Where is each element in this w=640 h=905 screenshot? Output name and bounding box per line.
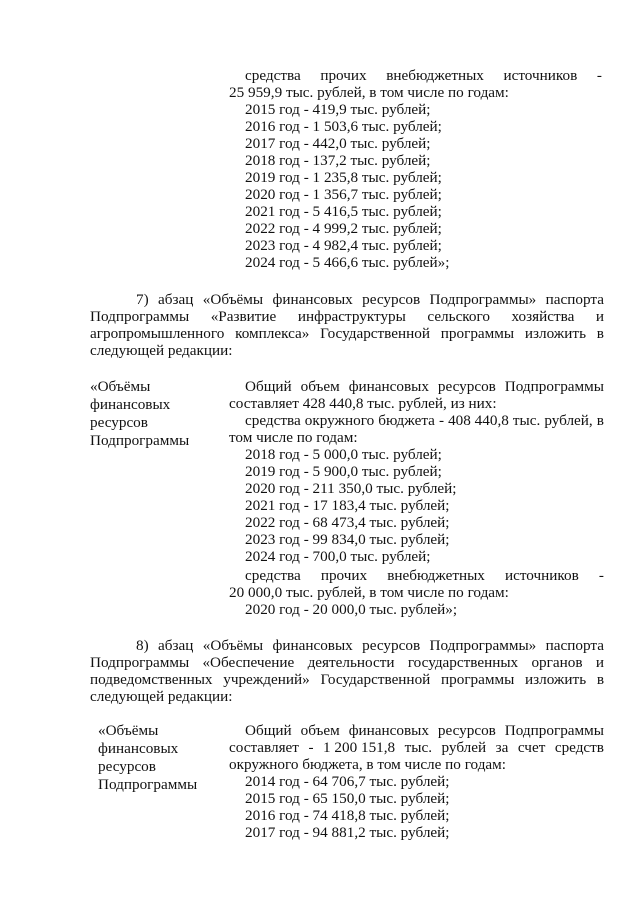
table7-label-line: Подпрограммы — [90, 432, 190, 449]
year-line: 2023 год - 99 834,0 тыс. рублей; — [245, 531, 450, 548]
item7-paragraph-line3 — [90, 325, 604, 342]
text-word: инфраструктуры — [297, 308, 406, 325]
year-line: 2020 год - 1 356,7 тыс. рублей; — [245, 186, 442, 203]
text-word: - — [598, 567, 604, 584]
text-word: Общий — [245, 378, 292, 395]
item7-paragraph-line1 — [136, 291, 604, 308]
text-word: паспорта — [545, 291, 604, 308]
year-line: 2018 год - 5 000,0 тыс. рублей; — [245, 446, 442, 463]
item7-paragraph-line2 — [90, 308, 604, 325]
text-word: Подпрограммы — [90, 654, 190, 671]
text-word: паспорта — [545, 637, 604, 654]
year-line: 2016 год - 74 418,8 тыс. рублей; — [245, 807, 450, 824]
table8-total-line3: окружного бюджета, в том числе по годам: — [229, 756, 506, 773]
other-sources-line — [245, 67, 602, 84]
text-word: «Развитие — [210, 308, 277, 325]
text-word: в — [596, 671, 604, 688]
text-word: деятельности — [307, 654, 395, 671]
text-word: агропромышленного — [90, 325, 225, 342]
text-word: Подпрограммы — [90, 308, 190, 325]
table7-label-line: финансовых — [90, 396, 171, 413]
text-word: средства — [245, 567, 301, 584]
text-word: счет — [517, 739, 546, 756]
text-word: ресурсов — [362, 637, 421, 654]
text-word: Подпрограммы — [504, 378, 604, 395]
table7-district-line2: том числе по годам: — [229, 429, 358, 446]
text-word: учреждений» — [223, 671, 310, 688]
year-line: 2020 год - 211 350,0 тыс. рублей; — [245, 480, 457, 497]
year-line: 2018 год - 137,2 тыс. рублей; — [245, 152, 431, 169]
table7-total-line1 — [245, 378, 604, 395]
text-word: Подпрограммы» — [429, 291, 537, 308]
text-word: 1 200 151,8 — [323, 739, 396, 756]
table8-label-line: Подпрограммы — [98, 776, 198, 793]
text-word: государственных — [407, 654, 519, 671]
table8-label-line: финансовых — [98, 740, 179, 757]
text-word: «Обеспечение — [202, 654, 295, 671]
text-word: Общий — [245, 722, 292, 739]
text-word: финансовых — [272, 637, 353, 654]
table8-label-line: «Объёмы — [98, 722, 159, 739]
year-line: 2021 год - 17 183,4 тыс. рублей; — [245, 497, 450, 514]
year-line: 2016 год - 1 503,6 тыс. рублей; — [245, 118, 442, 135]
text-word: ресурсов — [362, 291, 421, 308]
item8-paragraph-line4: следующей редакции: — [90, 688, 233, 705]
text-word: и — [595, 308, 604, 325]
text-word: хозяйства — [511, 308, 575, 325]
text-word: комплекса» — [235, 325, 310, 342]
text-word: - — [308, 739, 314, 756]
text-word: программы — [440, 325, 515, 342]
table7-district-line1 — [245, 412, 604, 429]
text-word: финансовых — [348, 378, 429, 395]
text-word: органов — [531, 654, 583, 671]
text-word: средств — [554, 739, 604, 756]
text-word: финансовых — [272, 291, 353, 308]
year-line: 2019 год - 5 900,0 тыс. рублей; — [245, 463, 442, 480]
text-word: прочих — [320, 67, 367, 84]
text-word: подведомственных — [90, 671, 213, 688]
year-line: 2017 год - 94 881,2 тыс. рублей; — [245, 824, 450, 841]
text-word: Подпрограммы — [504, 722, 604, 739]
text-word: «Объёмы — [202, 291, 264, 308]
table7-other-line2: 20 000,0 тыс. рублей, в том числе по годам: — [229, 584, 509, 601]
text-word: 408 440,8 — [448, 412, 509, 429]
text-word: тыс. — [512, 412, 541, 429]
text-word: - — [596, 67, 602, 84]
text-word: изложить — [525, 671, 587, 688]
table8-total-line2 — [229, 739, 604, 756]
text-word: ресурсов — [437, 378, 496, 395]
text-word: средства — [245, 412, 301, 429]
year-line: 2015 год - 419,9 тыс. рублей; — [245, 101, 431, 118]
year-line: 2014 год - 64 706,7 тыс. рублей; — [245, 773, 450, 790]
item8-paragraph-line2 — [90, 654, 604, 671]
other-sources-total: 25 959,9 тыс. рублей, в том числе по годам: — [229, 84, 509, 101]
text-word: сельского — [427, 308, 490, 325]
item7-paragraph-line4: следующей редакции: — [90, 342, 233, 359]
text-word: окружного — [304, 412, 375, 429]
text-word: за — [495, 739, 509, 756]
text-word: внебюджетных — [387, 567, 485, 584]
year-line: 2015 год - 65 150,0 тыс. рублей; — [245, 790, 450, 807]
text-word: финансовых — [348, 722, 429, 739]
text-word: абзац — [158, 637, 194, 654]
text-word: внебюджетных — [386, 67, 484, 84]
text-word: ресурсов — [437, 722, 496, 739]
year-line: 2020 год - 20 000,0 тыс. рублей»; — [245, 601, 458, 618]
text-word: Государственной — [320, 325, 430, 342]
year-line: 2022 год - 68 473,4 тыс. рублей; — [245, 514, 450, 531]
table7-total-line2: составляет 428 440,8 тыс. рублей, из них: — [229, 395, 497, 412]
table7-label-line: ресурсов — [90, 414, 148, 431]
year-line: 2023 год - 4 982,4 тыс. рублей; — [245, 237, 442, 254]
item8-paragraph-line1 — [136, 637, 604, 654]
text-word: Государственной — [320, 671, 431, 688]
table8-label-line: ресурсов — [98, 758, 156, 775]
text-word: 8) — [136, 637, 149, 654]
table7-other-line1 — [245, 567, 604, 584]
text-word: абзац — [158, 291, 194, 308]
year-line: 2017 год - 442,0 тыс. рублей; — [245, 135, 431, 152]
text-word: рублей, — [544, 412, 593, 429]
text-word: бюджета — [378, 412, 435, 429]
text-word: средства — [245, 67, 301, 84]
text-word: и — [595, 654, 604, 671]
year-line: 2019 год - 1 235,8 тыс. рублей; — [245, 169, 442, 186]
year-line: 2024 год - 5 466,6 тыс. рублей»; — [245, 254, 450, 271]
text-word: - — [438, 412, 445, 429]
text-word: объем — [300, 722, 340, 739]
text-word: программы — [441, 671, 515, 688]
item8-paragraph-line3 — [90, 671, 604, 688]
text-word: 7) — [136, 291, 149, 308]
text-word: тыс. — [404, 739, 433, 756]
year-line: 2021 год - 5 416,5 тыс. рублей; — [245, 203, 442, 220]
text-word: составляет — [229, 739, 299, 756]
text-word: изложить — [524, 325, 586, 342]
text-word: рублей — [441, 739, 487, 756]
text-word: в — [596, 412, 604, 429]
text-word: Подпрограммы» — [429, 637, 537, 654]
text-word: «Объёмы — [202, 637, 264, 654]
text-word: источников — [505, 567, 579, 584]
year-line: 2022 год - 4 999,2 тыс. рублей; — [245, 220, 442, 237]
text-word: источников — [503, 67, 578, 84]
text-word: в — [596, 325, 604, 342]
year-line: 2024 год - 700,0 тыс. рублей; — [245, 548, 431, 565]
table7-label-line: «Объёмы — [90, 378, 151, 395]
text-word: объем — [300, 378, 340, 395]
table8-total-line1 — [245, 722, 604, 739]
text-word: прочих — [320, 567, 368, 584]
